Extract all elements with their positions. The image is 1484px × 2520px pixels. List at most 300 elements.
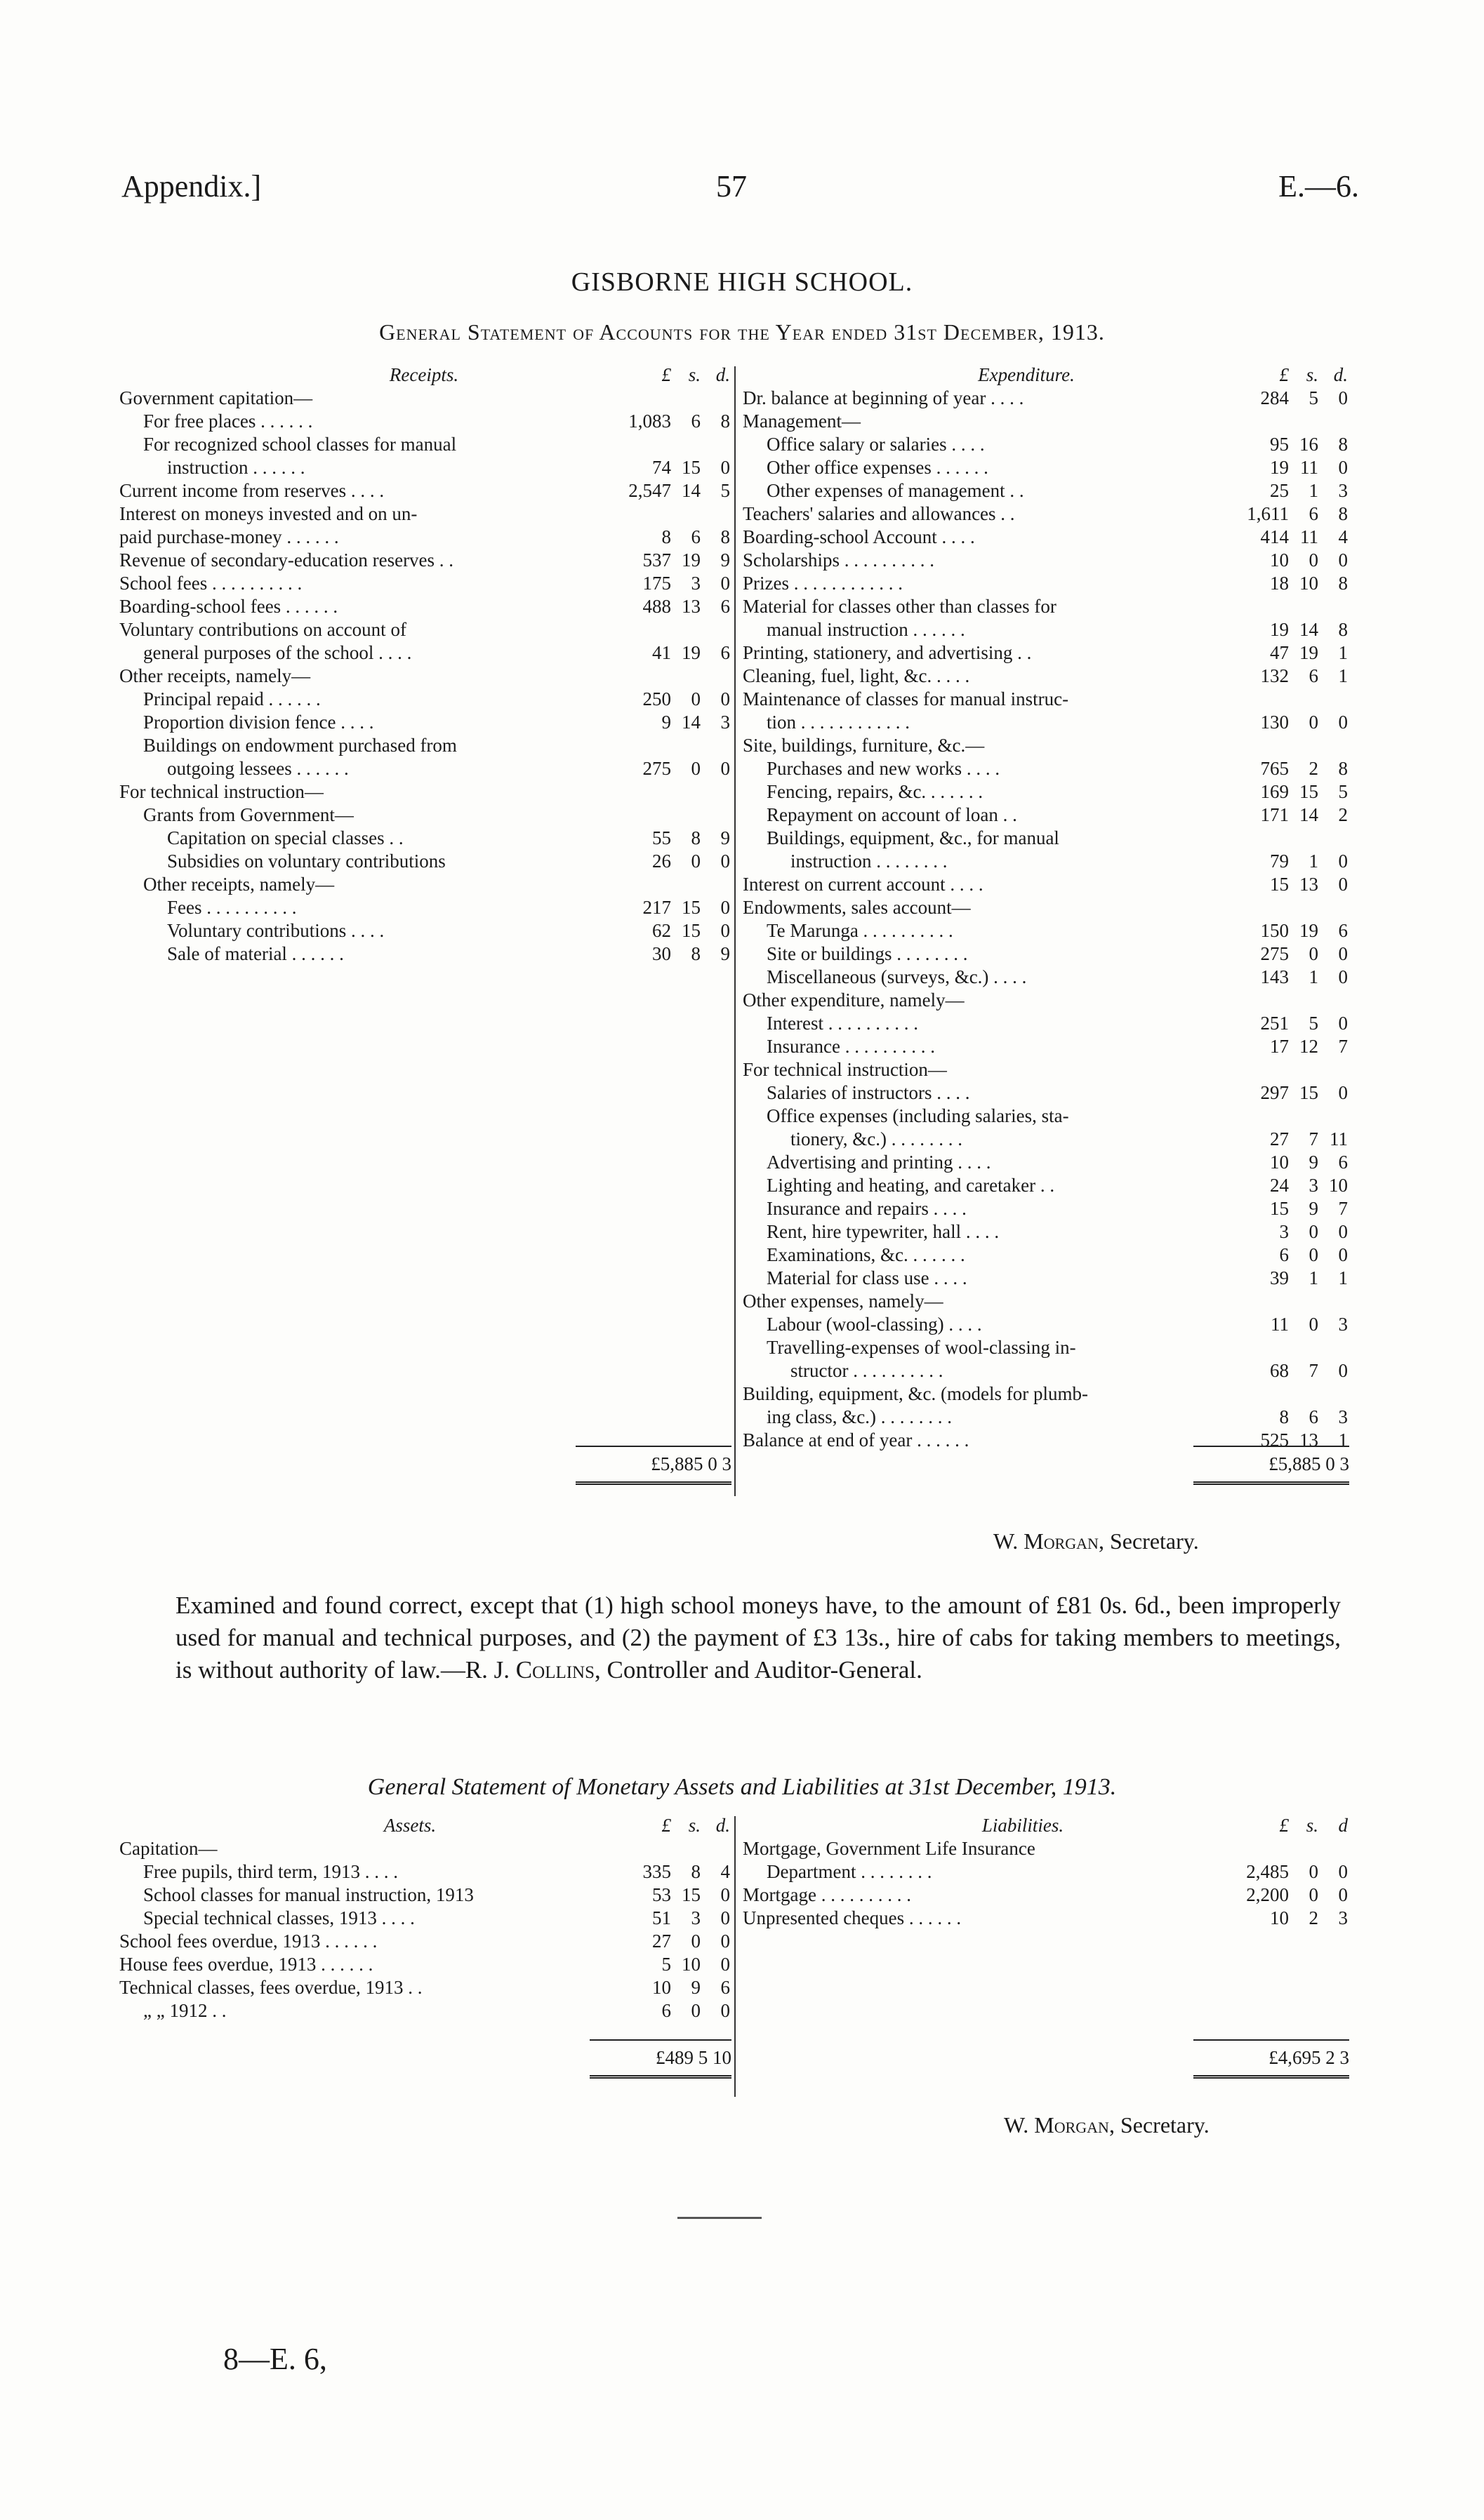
table-row [119,1930,730,1953]
pounds-cell: 19 [1270,619,1289,640]
table-row [119,595,730,618]
pounds-cell: 9 [661,712,671,733]
pounds-cell: 765 [1260,758,1289,779]
shillings-cell: 9 [1309,1198,1318,1219]
shillings-cell: 14 [682,712,701,733]
pence-cell: 8 [1338,619,1348,640]
shillings-cell: 6 [691,526,701,547]
row-label: Dr. balance at beginning of year . . . . [743,387,1024,408]
shillings-cell: 11 [1300,526,1318,547]
assets-header-row [119,1814,730,1837]
row-label: Voluntary contributions on account of [119,619,406,640]
table-row [743,919,1348,942]
shillings-cell: 0 [1309,549,1318,571]
pound-header: £ [1279,1815,1289,1836]
pence-cell [1318,896,1348,919]
shillings-cell: 1 [1309,851,1318,872]
row-label: Current income from reserves . . . . [119,480,385,501]
column-divider-2 [734,1816,736,2097]
shillings-cell [671,665,701,688]
pounds-cell: 525 [1260,1429,1289,1451]
table-row [743,896,1348,919]
expenditure-header-row [743,364,1348,387]
pounds-cell: 41 [652,642,671,663]
pence-cell: 9 [720,827,730,848]
row-label: For recognized school classes for manual [143,434,457,455]
table-row [119,502,730,526]
table-row [743,873,1348,896]
secretary-name: W. Morgan [993,1528,1099,1554]
row-label: Site, buildings, furniture, &c.— [743,735,985,756]
table-row [743,1336,1348,1359]
shillings-cell: 19 [1299,920,1318,941]
table-row [743,433,1348,456]
pence-cell [701,780,730,804]
row-label: manual instruction . . . . . . [767,619,965,640]
assets-total-block [590,2039,731,2079]
pounds-cell: 8 [661,526,671,547]
pounds-cell: 24 [1270,1175,1289,1196]
shillings-cell: 15 [1299,781,1318,802]
shillings-cell: 15 [682,1884,701,1905]
pence-cell: 1 [1338,665,1348,686]
table-row [743,1406,1348,1429]
table-row [743,665,1348,688]
row-label: Buildings on endowment purchased from [143,735,457,756]
table-row [119,873,730,896]
pounds-cell [1226,1336,1289,1359]
pence-cell: 0 [720,573,730,594]
shillings-cell: 7 [1309,1360,1318,1381]
shillings-cell: 0 [691,851,701,872]
shillings-cell [671,804,701,827]
expenditure-total: £5,885 0 3 [1268,1453,1349,1474]
shillings-cell: 6 [1309,503,1318,524]
secretary-title: , Secretary. [1108,2112,1210,2138]
row-label: Scholarships . . . . . . . . . . [743,549,934,571]
secretary-name: W. Morgan [1004,2112,1109,2138]
pence-cell: 2 [1338,804,1348,825]
pounds-cell [1226,410,1289,433]
pounds-cell: 1,611 [1247,503,1289,524]
pounds-cell: 11 [1271,1314,1289,1335]
divider-rule [677,2217,762,2219]
pounds-cell: 26 [652,851,671,872]
shillings-cell: 16 [1299,434,1318,455]
row-label: Salaries of instructors . . . . [767,1082,970,1103]
assets-heading: Assets. [383,1815,437,1836]
shillings-cell: 3 [691,1907,701,1928]
signature-secretary-2 [1004,2112,1210,2138]
shillings-cell: 5 [1309,387,1318,408]
pounds-cell: 17 [1270,1036,1289,1057]
row-label: Sale of material . . . . . . [167,943,344,964]
table-row [119,1976,730,1999]
header-right: E.—6. [1278,169,1359,204]
pence-cell: 0 [720,897,730,918]
shillings-cell: 8 [691,943,701,964]
row-label: Boarding-school fees . . . . . . [119,596,338,617]
row-label: Building, equipment, &c. (models for plumb- [743,1383,1088,1404]
row-label: tion . . . . . . . . . . . . [767,712,910,733]
pence-cell: 9 [720,943,730,964]
pence-cell [701,387,730,410]
pence-cell [1318,1837,1348,1860]
pound-header: £ [1279,364,1289,385]
liabilities-total: £4,695 2 3 [1268,2047,1349,2068]
secretary-title: , Secretary. [1098,1528,1199,1554]
page-number: 57 [716,169,747,204]
pence-cell: 0 [1338,549,1348,571]
pence-cell [701,665,730,688]
pence-cell: 3 [1338,480,1348,501]
shillings-cell: 2 [1309,1907,1318,1928]
pounds-cell: 250 [642,688,671,709]
pence-cell: 7 [1338,1198,1348,1219]
pounds-cell [616,433,671,456]
pence-cell: 0 [1338,1861,1348,1882]
pence-cell: 0 [720,457,730,478]
shillings-cell [671,780,701,804]
row-label: Interest on moneys invested and on un- [119,503,418,524]
pence-cell [1318,734,1348,757]
shillings-cell [671,387,701,410]
pounds-cell: 15 [1270,874,1289,895]
shillings-cell: 0 [1309,1861,1318,1882]
shillings-cell: 14 [1299,619,1318,640]
table-row [743,1151,1348,1174]
pence-cell: 0 [1338,1360,1348,1381]
row-label: Government capitation— [119,387,313,408]
row-label: House fees overdue, 1913 . . . . . . [119,1954,373,1975]
pence-cell: 6 [1338,1152,1348,1173]
pounds-cell: 217 [642,897,671,918]
shillings-cell [671,873,701,896]
pounds-cell: 10 [652,1977,671,1998]
table-row [119,479,730,502]
table-row [743,804,1348,827]
receipts-total: £5,885 0 3 [651,1453,731,1474]
row-label: Material for class use . . . . [767,1267,967,1288]
row-label: Boarding-school Account . . . . [743,526,975,547]
row-label: Te Marunga . . . . . . . . . . [767,920,953,941]
pounds-cell [1226,1290,1289,1313]
pounds-cell: 284 [1260,387,1289,408]
shillings-cell: 19 [1299,642,1318,663]
shillings-cell: 8 [691,827,701,848]
table-row [119,526,730,549]
row-label: Capitation— [119,1838,218,1859]
shillings-cell [1289,896,1318,919]
shillings-cell [1289,1105,1318,1128]
row-label: instruction . . . . . . . . [790,851,948,872]
pounds-cell: 95 [1270,434,1289,455]
pence-header: d [1338,1815,1348,1836]
pence-cell: 4 [1338,526,1348,547]
pence-cell: 3 [720,712,730,733]
pence-cell: 0 [1338,1082,1348,1103]
pounds-cell [616,780,671,804]
table-row [743,502,1348,526]
row-label: „ „ 1912 . . [143,2000,227,2021]
table-row [743,1128,1348,1151]
pence-cell: 0 [720,1954,730,1975]
row-label: Revenue of secondary-education reserves . . [119,549,454,571]
pence-cell [701,804,730,827]
pounds-cell [1226,688,1289,711]
row-label: Interest on current account . . . . [743,874,983,895]
row-label: Printing, stationery, and advertising . . [743,642,1032,663]
row-label: Mortgage . . . . . . . . . . [743,1884,911,1905]
audit-text: Examined and found correct, except that (1) high school moneys have, to the amount of £81 0s. 6d., been improperly used for manual and technical purposes, and (2) the payment of £3 13s., hire of cabs for taking members to meetings, is without authority of law.— [175,1592,1341,1684]
table-row [743,734,1348,757]
shillings-cell: 15 [1299,1082,1318,1103]
expenditure-heading: Expenditure. [978,364,1075,385]
pence-cell [1318,827,1348,850]
page-title: GISBORNE HIGH SCHOOL. [571,267,913,297]
shillings-cell: 0 [1309,1244,1318,1265]
pounds-cell: 335 [642,1861,671,1882]
shillings-cell: 12 [1299,1036,1318,1057]
table-row [743,1035,1348,1058]
row-label: Grants from Government— [143,804,354,825]
shillings-cell: 10 [682,1954,701,1975]
table-row [743,827,1348,850]
table-row [743,1837,1348,1860]
shillings-cell: 5 [1309,1013,1318,1034]
row-label: Voluntary contributions . . . . [167,920,385,941]
shillings-cell: 0 [1309,1221,1318,1242]
shillings-cell: 0 [1309,712,1318,733]
shillings-cell [1289,1058,1318,1081]
row-label: Labour (wool-classing) . . . . [767,1314,982,1335]
row-label: Cleaning, fuel, light, &c. . . . . [743,665,970,686]
shilling-header: s. [688,1815,701,1836]
audit-note [175,1589,1341,1686]
shillings-cell [671,1837,701,1860]
pence-cell: 0 [1338,943,1348,964]
pounds-cell [1226,1105,1289,1128]
pence-cell: 0 [720,851,730,872]
table-row [119,618,730,641]
row-label: Material for classes other than classes for [743,596,1056,617]
table-row [119,1999,730,2022]
pence-cell [1318,595,1348,618]
row-label: Office expenses (including salaries, sta- [767,1105,1069,1126]
pence-cell: 11 [1330,1128,1348,1149]
auditor-title: , Controller and Auditor-General. [595,1656,922,1684]
pounds-cell [616,804,671,827]
pence-cell: 0 [720,1884,730,1905]
table-row [743,1359,1348,1382]
pence-header: d. [715,364,730,385]
shillings-cell: 15 [682,920,701,941]
row-label: Principal repaid . . . . . . [143,688,321,709]
shillings-cell: 3 [1309,1175,1318,1196]
table-row [743,618,1348,641]
table-row [743,1244,1348,1267]
receipts-total-block [576,1446,731,1485]
pounds-cell: 275 [1260,943,1289,964]
row-label: paid purchase-money . . . . . . [119,526,339,547]
pounds-cell: 74 [652,457,671,478]
row-label: Free pupils, third term, 1913 . . . . [143,1861,398,1882]
table-row [119,549,730,572]
shillings-cell: 15 [682,897,701,918]
pounds-cell: 171 [1260,804,1289,825]
pence-cell [701,1837,730,1860]
table-row [119,1837,730,1860]
pounds-cell: 30 [652,943,671,964]
shillings-cell: 1 [1309,1267,1318,1288]
row-label: Site or buildings . . . . . . . . [767,943,968,964]
pounds-cell: 10 [1270,549,1289,571]
table-row [743,780,1348,804]
shillings-cell: 0 [691,1931,701,1952]
shillings-cell: 13 [682,596,701,617]
pounds-cell [1226,896,1289,919]
row-label: Other receipts, namely— [143,874,335,895]
shilling-header: s. [688,364,701,385]
pounds-cell [616,873,671,896]
pounds-cell: 27 [1270,1128,1289,1149]
table-row [743,1105,1348,1128]
row-label: Lighting and heating, and caretaker . . [767,1175,1055,1196]
shillings-cell [1289,1336,1318,1359]
table-row [119,896,730,919]
row-label: Insurance . . . . . . . . . . [767,1036,935,1057]
pounds-cell: 68 [1270,1360,1289,1381]
pounds-cell: 10 [1270,1152,1289,1173]
pence-cell: 8 [720,526,730,547]
pence-cell [701,433,730,456]
table-row [119,387,730,410]
pence-cell: 0 [720,920,730,941]
table-row [119,410,730,433]
row-label: Buildings, equipment, &c., for manual [767,827,1059,848]
shillings-cell: 1 [1309,966,1318,987]
pounds-cell: 3 [1279,1221,1289,1242]
pence-cell: 0 [720,2000,730,2021]
pounds-cell: 47 [1270,642,1289,663]
pounds-cell: 414 [1260,526,1289,547]
pence-cell: 7 [1338,1036,1348,1057]
pence-cell: 5 [1338,781,1348,802]
pounds-cell [1219,1837,1289,1860]
table-row [119,780,730,804]
pence-cell: 0 [1338,966,1348,987]
table-row [119,572,730,595]
pence-cell: 8 [1338,758,1348,779]
row-label: Capitation on special classes . . [167,827,404,848]
pence-cell: 0 [1338,851,1348,872]
pounds-cell: 175 [642,573,671,594]
pence-cell: 8 [720,411,730,432]
table-row [119,1907,730,1930]
pounds-cell [1226,734,1289,757]
shillings-cell: 19 [682,549,701,571]
table-row [119,665,730,688]
shillings-cell [1289,410,1318,433]
table-row [743,387,1348,410]
table-row [743,942,1348,966]
liabilities-header-row [743,1814,1348,1837]
row-label: Other expenditure, namely— [743,989,965,1011]
table-row [743,1907,1348,1930]
pounds-cell [616,1837,671,1860]
shillings-cell [1289,989,1318,1012]
table-row [743,479,1348,502]
pounds-cell: 251 [1260,1013,1289,1034]
pence-cell: 10 [1329,1175,1348,1196]
row-label: ing class, &c.) . . . . . . . . [767,1406,952,1427]
assets-total: £489 5 10 [656,2047,731,2068]
pence-cell: 4 [720,1861,730,1882]
pence-cell: 1 [1338,1429,1348,1451]
table-row [743,1081,1348,1105]
table-row [119,850,730,873]
row-label: For technical instruction— [119,781,324,802]
pence-cell [1318,410,1348,433]
pounds-cell: 275 [642,758,671,779]
shillings-cell [1289,1290,1318,1313]
liabilities-total-block [1193,2039,1349,2079]
receipts-heading: Receipts. [389,364,459,385]
row-label: School classes for manual instruction, 1913 [143,1884,474,1905]
pence-cell: 0 [1338,1884,1348,1905]
page-footer: 8—E. 6, [223,2342,327,2376]
row-label: Proportion division fence . . . . [143,712,374,733]
row-label: Prizes . . . . . . . . . . . . [743,573,903,594]
row-label: Endowments, sales account— [743,897,971,918]
auditor-name: R. J. Collins [465,1656,595,1684]
row-label: Maintenance of classes for manual instruc- [743,688,1069,709]
shillings-cell: 0 [691,758,701,779]
table-row [743,1220,1348,1244]
expenditure-total-block [1193,1446,1349,1485]
shillings-cell: 13 [1299,1429,1318,1451]
pence-cell: 8 [1338,434,1348,455]
pence-cell: 0 [1338,1013,1348,1034]
pounds-cell: 2,200 [1246,1884,1289,1905]
shillings-cell [671,734,701,757]
pence-cell: 9 [720,549,730,571]
table-row [119,757,730,780]
table-row [119,804,730,827]
table-row [743,850,1348,873]
row-label: Fees . . . . . . . . . . [167,897,297,918]
table-row [119,1860,730,1884]
table-row [743,1313,1348,1336]
shilling-header: s. [1306,364,1318,385]
liabilities-table [743,1814,1348,1930]
pence-header: d. [1333,364,1348,385]
pounds-cell: 169 [1260,781,1289,802]
pounds-cell: 143 [1260,966,1289,987]
pounds-cell: 25 [1270,480,1289,501]
table-row [743,1174,1348,1197]
receipts-header-row [119,364,730,387]
table-row [743,410,1348,433]
row-label: Other receipts, namely— [119,665,311,686]
table-row [119,734,730,757]
shillings-cell: 2 [1309,758,1318,779]
table-row [743,456,1348,479]
shillings-cell: 10 [1299,573,1318,594]
pence-cell: 0 [720,1907,730,1928]
pounds-cell [616,618,671,641]
pence-header: d. [715,1815,730,1836]
